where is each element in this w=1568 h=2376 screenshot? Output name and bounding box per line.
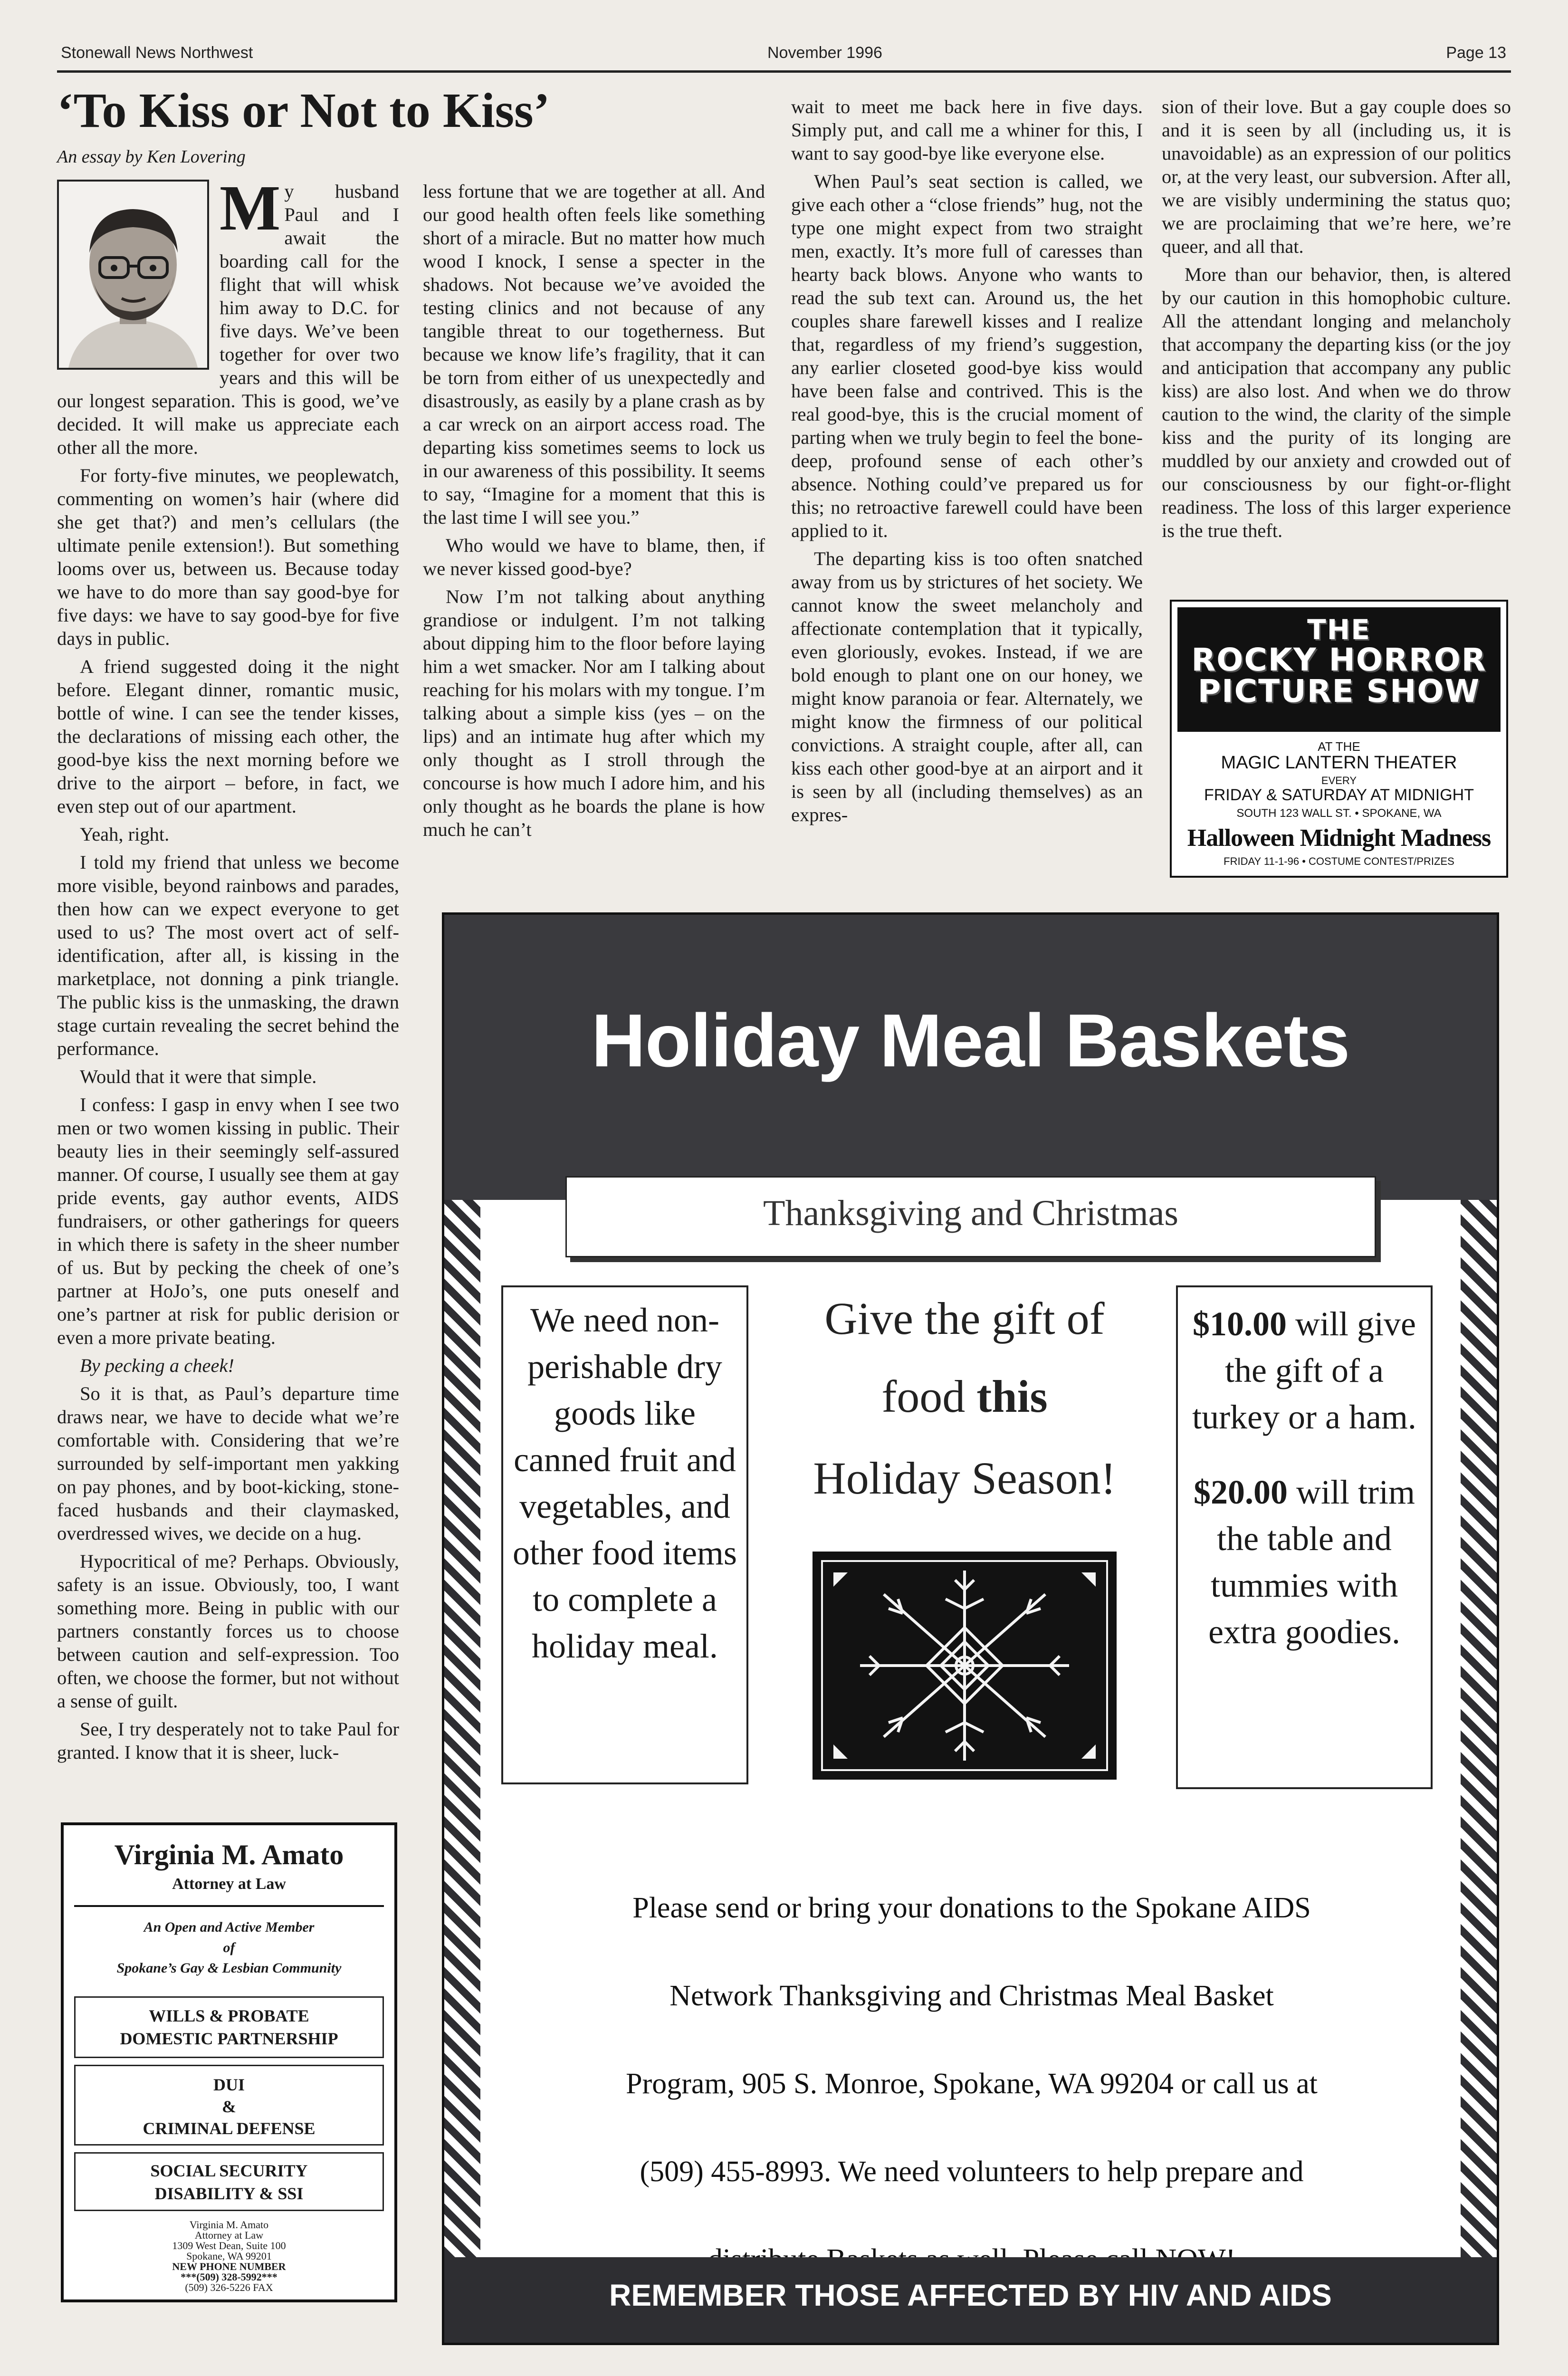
- paragraph: By pecking a cheek!: [80, 1355, 234, 1376]
- service-line: DUI: [213, 2075, 245, 2094]
- logo-line: ROCKY HORROR: [1191, 642, 1487, 678]
- at-the-label: AT THE: [1318, 739, 1360, 754]
- instruction-line: Network Thanksgiving and Christmas Meal Basket: [669, 1980, 1274, 2012]
- gift-line-2a: food: [881, 1371, 977, 1422]
- paragraph: y husband Paul and I await the boarding call for the flight that will whisk him away to D.C. for five days. We’ve been together for over two years and this will be our longest separation. This is good, we’ve decided. It will make us appreciate each other all the more.: [57, 181, 399, 458]
- paragraph: wait to meet me back here in five days. Simply put, and call me a whiner for this, I want to say good-bye like everyone else.: [791, 96, 1143, 164]
- donation-amount-10: $10.00: [1193, 1305, 1287, 1343]
- event-details: FRIDAY 11-1-96 • COSTUME CONTEST/PRIZES: [1224, 855, 1454, 867]
- contact-line: Virginia M. Amato: [189, 2219, 269, 2231]
- every-label: EVERY: [1321, 775, 1357, 786]
- needed-items-box: [501, 1285, 748, 1784]
- instruction-line: Please send or bring your donations to the Spokane AIDS: [632, 1892, 1311, 1924]
- membership-note: [74, 1910, 384, 1991]
- paragraph: Would that it were that simple.: [80, 1066, 317, 1087]
- page-header: [57, 44, 1511, 73]
- paragraph: less fortune that we are together at all. And our good health often feels like something short of a miracle. But no matter how much wood I knock, I sense a specter in the shadows. Not because we’ve avoided the testing clinics and not because of any tangible threat to our togetherness. But because we know life’s fragility, that it can be torn from either of us unexpectedly and disastrously, as easily by a plane crash as by a car wreck on an airport access road. The departing kiss sometimes seems to lock us in our awareness of this possibility. It seems to say, “Imagine for a moment that this is the last time I will see you.”: [423, 181, 765, 528]
- decorative-border-right: [1461, 1200, 1497, 2257]
- gift-line-1: Give the gift of: [824, 1293, 1105, 1344]
- holiday-footer: REMEMBER THOSE AFFECTED BY HIV AND AIDS: [444, 2257, 1497, 2343]
- service-line: CRIMINAL DEFENSE: [143, 2119, 316, 2138]
- decorative-border-left: [444, 1200, 480, 2257]
- drop-cap: M: [220, 180, 281, 244]
- donation-10: [1178, 1301, 1431, 1440]
- attorney-contact: [74, 2218, 384, 2294]
- donation-amount-20: $20.00: [1194, 1473, 1288, 1511]
- paragraph: Now I’m not talking about anything grandiose or indulgent. I’m not talking about dipping him to the floor before laying him a wet smacker. Nor am I talking about reaching for his molars with my tongue. I’m talking about a simple kiss (yes – on the lips) and an intimate hug after which my only thought as I stroll through the concourse is how much I adore him, and his only thought as he boards the plane is how much he can’t: [423, 586, 765, 840]
- article-column-4: [1162, 95, 1511, 589]
- instruction-line: (509) 455-8993. We need volunteers to help prepare and: [640, 2156, 1304, 2188]
- holiday-title: Holiday Meal Baskets: [591, 999, 1350, 1083]
- article-column-1: [57, 180, 399, 1805]
- article-title: ‘To Kiss or Not to Kiss’: [57, 83, 550, 138]
- donation-text-10: will give the gift of a turkey or a ham.: [1192, 1305, 1416, 1436]
- article-column-2: [423, 180, 765, 907]
- instruction-line: Program, 905 S. Monroe, Spokane, WA 99204 or call us at: [626, 2068, 1318, 2100]
- paragraph: I confess: I gasp in envy when I see two men or two women kissing in public. Their beauty lies in their seemingly self-assured manner. Of course, I usually see them at gay pride events, gay author events, AIDS fundraisers, or other gatherings for queers in which there is safety in the sheer number of us. But by pecking the cheek of one’s partner at HoJo’s, one puts oneself and one’s partner at risk for public derision or even a more private beating.: [57, 1094, 399, 1348]
- needed-items-text: We need non-perishable dry goods like canned fruit and vegetables, and other food items to complete a holiday meal.: [513, 1301, 737, 1665]
- donation-amounts-box: [1176, 1285, 1433, 1789]
- paragraph: For forty-five minutes, we peoplewatch, commenting on women’s hair (where did she get that?) and men’s cellulars (the ultimate penile extension!). But something looms over us, between us. Because today we have to do more than say good-bye for five days: we have to say good-bye for five days in public.: [57, 465, 399, 649]
- paragraph: See, I try desperately not to take Paul for granted. I know that it is sheer, luck-: [57, 1718, 399, 1763]
- donation-instructions: [525, 1875, 1418, 2314]
- service-dui: [74, 2065, 384, 2146]
- service-line: WILLS & PROBATE: [149, 2006, 309, 2025]
- contact-line: (509) 326-5226 FAX: [185, 2281, 273, 2293]
- gift-line-2b: this: [976, 1371, 1048, 1422]
- rocky-horror-ad: [1170, 600, 1508, 878]
- service-line: DISABILITY & SSI: [154, 2184, 304, 2203]
- holiday-subtitle: Thanksgiving and Christmas: [565, 1176, 1376, 1257]
- holiday-meal-baskets-ad: [442, 912, 1499, 2345]
- contact-line: NEW PHONE NUMBER: [172, 2261, 286, 2272]
- rocky-horror-logo: [1177, 607, 1501, 732]
- show-schedule: FRIDAY & SATURDAY AT MIDNIGHT: [1204, 786, 1474, 804]
- paragraph: The departing kiss is too often snatched away from us by strictures of het society. We cannot know the sweet melancholy and affectionate contemplation that it typically, even gloriously, evokes. Instead, if we are bold enough to plant one on our honey, we might know paranoia or fear. Alternately, we might know the firmness of our political convictions. A straight couple, after all, can kiss each other good-bye at an airport and it is seen by all (including themselves) as an expres-: [791, 548, 1143, 825]
- attorney-ad: [61, 1822, 397, 2302]
- paragraph: More than our behavior, then, is altered by our caution in this homophobic culture. All the attendant longing and melancholy that accompany the departing kiss (or the joy and anticipation that accompany any public kiss) are also lost. And when we do throw caution to the wind, the clarity of the simple kiss and the purity of its longing are muddled by our anxiety and crowded out of our consciousness by our fight-or-flight readiness. The loss of this larger experience is the true theft.: [1162, 264, 1511, 541]
- snowflake-icon: [813, 1552, 1117, 1780]
- member-line-2: of: [223, 1940, 235, 1955]
- publication-name: Stonewall News Northwest: [61, 44, 253, 62]
- attorney-name: Virginia M. Amato: [114, 1839, 344, 1870]
- contact-line: Spokane, WA 99201: [186, 2250, 272, 2262]
- page-number: Page 13: [1446, 44, 1506, 62]
- venue-name: MAGIC LANTERN THEATER: [1221, 753, 1457, 773]
- venue-address: SOUTH 123 WALL ST. • SPOKANE, WA: [1236, 807, 1442, 820]
- divider: [74, 1905, 384, 1907]
- gift-message: [772, 1285, 1157, 1512]
- attorney-title: Attorney at Law: [172, 1875, 286, 1893]
- issue-date: November 1996: [767, 44, 882, 62]
- service-wills: [74, 1996, 384, 2058]
- gift-line-2: [772, 1363, 1157, 1430]
- donation-text-20: will trim the table and tummies with extra goodies.: [1208, 1473, 1415, 1651]
- paragraph: Who would we have to blame, then, if we never kissed good-bye?: [423, 535, 765, 579]
- article-byline: An essay by Ken Lovering: [57, 147, 246, 167]
- logo-line: PICTURE SHOW: [1197, 673, 1481, 709]
- paragraph: sion of their love. But a gay couple does so and it is seen by all (including us, it is unavoidable) as an expression of our politics or, at the very least, our subversion. After all, we are visibly undermining the status quo; we are proclaiming that we’re here, we’re queer, and all that.: [1162, 96, 1511, 257]
- contact-line: Attorney at Law: [194, 2229, 264, 2241]
- logo-line: THE: [1307, 613, 1371, 646]
- author-photo: [57, 180, 209, 370]
- contact-line: 1309 West Dean, Suite 100: [172, 2240, 286, 2251]
- member-line-1: An Open and Active Member: [143, 1919, 315, 1935]
- paragraph: When Paul’s seat section is called, we give each other a “close friends” hug, not the type one might expect from two straight men, exactly. It’s more full of caresses than hearty back blows. Anyone who wants to read the sub text can. Around us, the het couples share farewell kisses and I realize that, regardless of my friend’s suggestion, any earlier closeted good-bye kiss would have been false and contrived. This is the real good-bye, this is the crucial moment of parting when we truly begin to feel the bone-deep, profound sense of each other’s absence. Nothing could’ve prepared us for this; no retroactive farewell could have been applied to it.: [791, 171, 1143, 541]
- member-line-3: Spokane’s Gay & Lesbian Community: [116, 1960, 342, 1976]
- attorney-heading: [74, 1836, 384, 1906]
- service-line: SOCIAL SECURITY: [150, 2161, 308, 2180]
- service-social-security: [74, 2152, 384, 2211]
- paragraph: Yeah, right.: [80, 824, 170, 845]
- gift-line-3: Holiday Season!: [813, 1453, 1116, 1504]
- event-title: Halloween Midnight Madness: [1187, 824, 1491, 852]
- article-column-3: [791, 95, 1143, 912]
- paragraph: I told my friend that unless we become more visible, beyond rainbows and parades, then how can we expect everyone to get used to us? The most overt act of self-identification, after all, is kissing in the marketplace, not donning a pink triangle. The public kiss is the unmasking, the drawn stage curtain revealing the secret behind the performance.: [57, 852, 399, 1059]
- contact-line: ***(509) 328-5992***: [181, 2271, 277, 2283]
- paragraph: Hypocritical of me? Perhaps. Obviously, safety is an issue. Obviously, too, I want something more. Being in public with our partners constantly forces us to choose between caution and self-expression. Too often, we choose the former, but not without a sense of guilt.: [57, 1551, 399, 1712]
- paragraph: A friend suggested doing it the night before. Elegant dinner, romantic music, bottle of wine. I can see the tender kisses, the declarations of missing each other, the good-bye kiss the next morning before we drive to the airport – before, in fact, we even step out of our apartment.: [57, 656, 399, 817]
- service-line: DOMESTIC PARTNERSHIP: [120, 2029, 338, 2048]
- paragraph: So it is that, as Paul’s departure time draws near, we have to decide what we’re comfortable with. Considering that we’re surrounded by self-important men yakking on pay phones, and by boot-kicking, stone-faced husbands and their claymasked, overdressed wives, we decide on a hug.: [57, 1383, 399, 1544]
- service-line: &: [222, 2097, 236, 2116]
- donation-20: [1178, 1469, 1431, 1655]
